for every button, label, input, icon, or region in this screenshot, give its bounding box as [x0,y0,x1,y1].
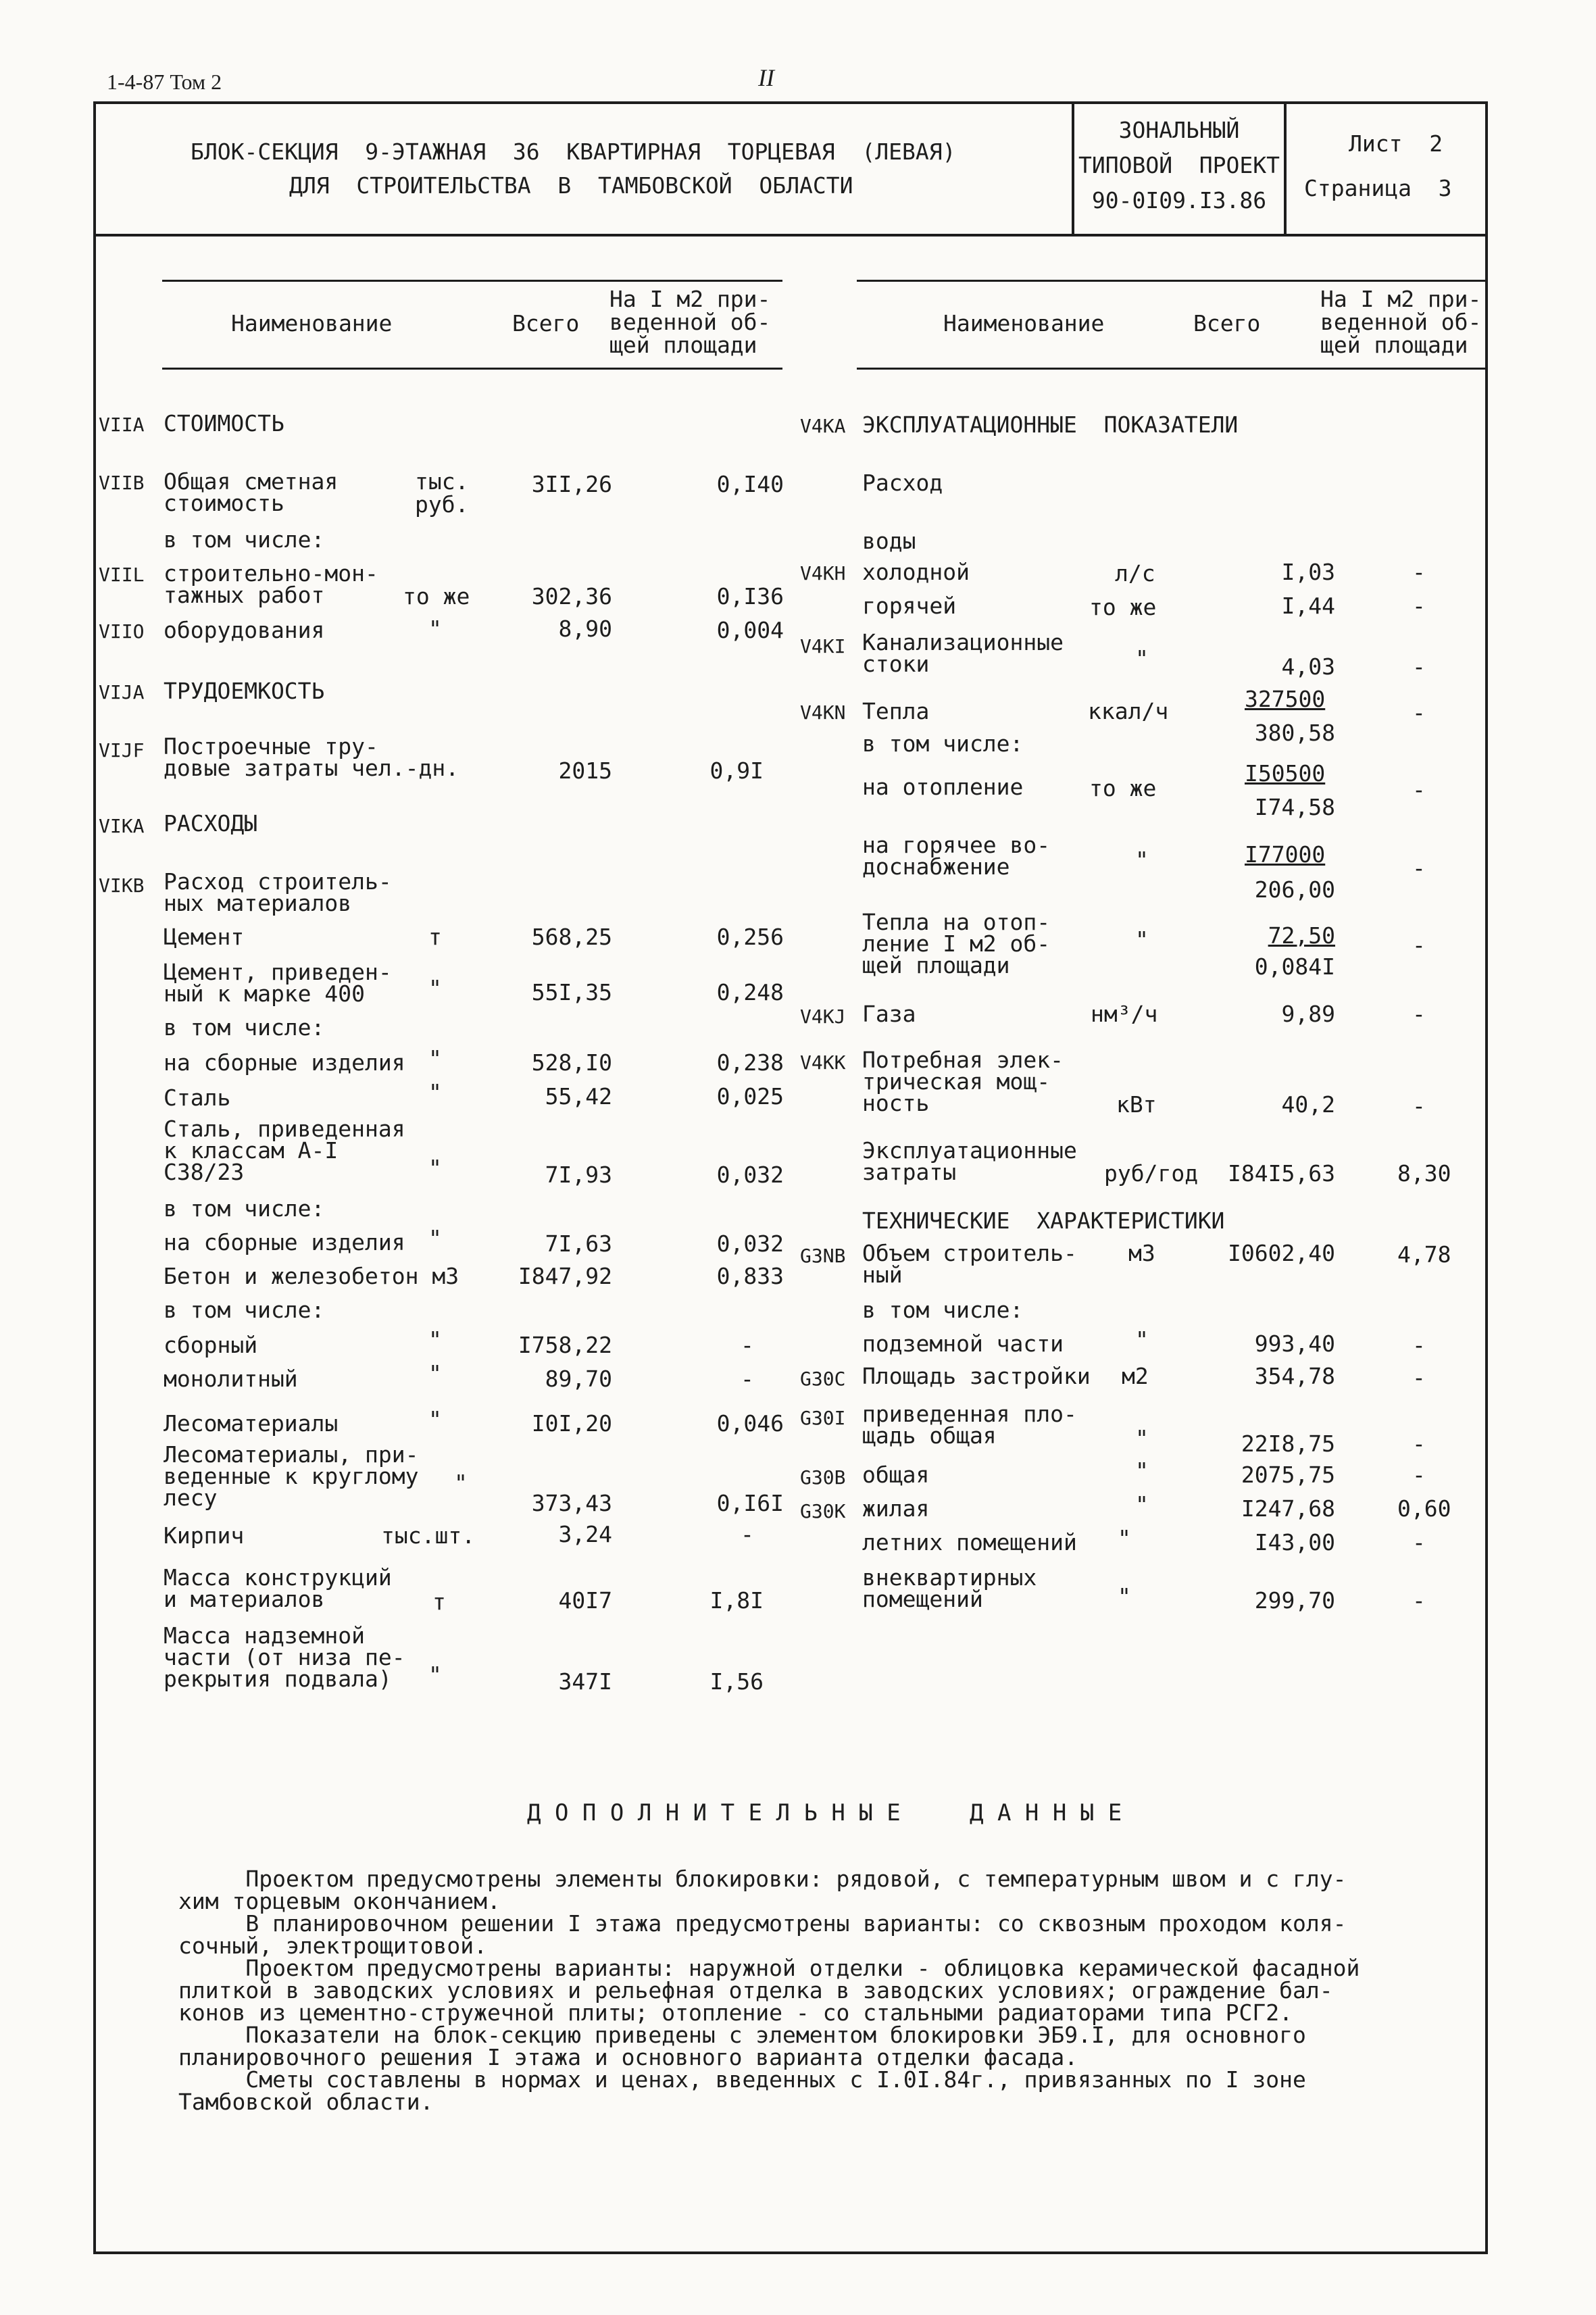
row-per-m2: 0,046 [716,1410,784,1437]
row-unit: " [1135,1425,1149,1451]
row-total: 40I7 [558,1587,612,1614]
section-title: РАСХОДЫ [164,810,258,837]
header-divider-2 [1284,101,1287,235]
row-per-m2: - [1412,1462,1426,1488]
row-per-m2: 0,I6I [716,1490,784,1516]
row-code: V4KN [800,701,846,724]
row-name: в том числе: [862,1297,1024,1323]
row-total: 22I8,75 [1241,1430,1335,1457]
additional-data-title: Д О П О Л Н И Т Е Л Ь Н Ы Е Д А Н Н Ы Е [527,1799,1122,1826]
row-total: 7I,63 [545,1230,612,1257]
row-name: Цемент, приведен- [164,959,392,985]
row-total: I,03 [1281,559,1335,585]
row-name: рекрытия подвала) [164,1666,392,1692]
row-total: 528,I0 [531,1049,612,1076]
frame-bottom [93,2251,1488,2254]
row-name: воды [862,528,916,554]
row-name: Общая сметная [164,468,339,495]
row-total: 3,24 [558,1521,612,1547]
row-unit: руб. [415,491,469,518]
row-per-m2: - [1412,1332,1426,1358]
row-name: Расход [862,470,943,496]
left-col-name: Наименование [231,310,393,337]
row-name: Расход строитель- [164,868,392,895]
row-name: Масса надземной [164,1622,366,1649]
row-name: летних помещений [862,1529,1077,1555]
project-line-1: ЗОНАЛЬНЫЙ [1118,117,1240,143]
row-total: I84I5,63 [1228,1160,1335,1187]
left-col-per-m2-1: На I м2 при- [609,286,771,312]
row-unit: тыс. [415,468,469,495]
row-total: 9,89 [1281,1001,1335,1027]
row-name: в том числе: [164,1195,325,1222]
row-per-m2: 0,256 [716,924,784,950]
row-total: 2075,75 [1241,1462,1335,1488]
row-name: Кирпич [164,1522,245,1549]
row-total: 4,03 [1281,653,1335,680]
row-total: 7I,93 [545,1162,612,1188]
row-name: доснабжение [862,853,1010,880]
row-per-m2: - [1412,699,1426,726]
row-name: Канализационные [862,629,1064,655]
row-total: I758,22 [518,1332,612,1358]
row-total-per-m2: 0,084I [1254,953,1335,980]
row-name: ный [862,1262,903,1288]
paragraph-line: плиткой в заводских условиях и рельефная отделка в заводских условиях; ограждение бал- [178,1977,1333,2003]
row-name: Тепла [862,698,930,724]
row-unit: " [1118,1525,1131,1551]
row-per-m2: 0,032 [716,1230,784,1257]
row-name: в том числе: [164,526,325,553]
left-col-per-m2-3: щей площади [609,332,757,358]
row-per-m2: - [1412,776,1426,803]
right-col-per-m2-3: щей площади [1320,332,1468,358]
row-per-m2: - [1412,1430,1426,1457]
row-per-m2: - [1412,559,1426,585]
row-total: I43,00 [1254,1529,1335,1555]
row-code: V4KK [800,1051,846,1074]
paragraph-line: конов из цементно-стружечной плиты; отопление - со стальными радиаторами типа РСГ2. [178,1999,1293,2026]
row-name: Лесоматериалы, при- [164,1441,419,1468]
row-per-m2: - [1412,932,1426,958]
row-unit: " [428,1662,442,1688]
row-code: G30C [800,1368,846,1390]
row-name: веденные к круглому [164,1463,419,1489]
row-name: на сборные изделия [164,1049,405,1076]
row-code: VIIA [99,414,145,436]
row-total: I847,92 [518,1263,612,1289]
row-total: 55I,35 [531,979,612,1005]
row-per-m2: - [1412,855,1426,881]
row-total: 302,36 [531,583,612,609]
row-unit: то же [403,583,470,609]
page-label: Страница 3 [1304,175,1452,201]
row-name: Сталь [164,1085,231,1111]
row-total: 55,42 [545,1083,612,1110]
row-name: Масса конструкций [164,1564,392,1591]
row-name: оборудования [164,617,325,643]
page-number: II [758,64,774,91]
right-col-total: Всего [1193,310,1261,337]
row-unit: т [432,1589,446,1615]
row-name: на отопление [862,774,1024,800]
row-name: горячей [862,593,957,619]
row-total: 347I [558,1668,612,1695]
row-unit: " [1118,1583,1131,1610]
row-name: приведенная пло- [862,1401,1077,1427]
row-unit: ккал/ч [1088,698,1169,724]
row-per-m2: I,8I [709,1587,764,1614]
row-unit: " [1135,1326,1149,1353]
row-unit: " [428,975,442,1001]
row-per-m2: 0,004 [716,617,784,643]
row-total: I0602,40 [1228,1240,1335,1266]
frame-left [93,101,96,2254]
row-unit: " [428,1079,442,1105]
row-total-value: I77000 [1245,841,1326,868]
left-col-total: Всего [512,310,580,337]
row-name: в том числе: [164,1297,325,1323]
row-code: VIJF [99,739,145,762]
row-total: 993,40 [1254,1330,1335,1357]
right-col-name: Наименование [943,310,1105,337]
right-col-per-m2-1: На I м2 при- [1320,286,1482,312]
row-total: 8,90 [558,616,612,642]
row-unit: м2 [1122,1363,1149,1389]
row-per-m2: 8,30 [1397,1160,1451,1187]
row-code: VIJA [99,681,145,703]
section-title: ТРУДОЕМКОСТЬ [164,678,325,704]
left-header-top-rule [162,280,782,282]
row-code: G3NB [800,1245,846,1267]
right-col-per-m2-2: веденной об- [1320,309,1482,335]
row-total: 373,43 [531,1490,612,1516]
row-name: C38/23 [164,1159,245,1185]
row-code: G30K [800,1500,846,1522]
header-bottom-line [93,234,1488,237]
row-unit: " [428,1155,442,1181]
project-line-2: ТИПОВОЙ ПРОЕКТ [1078,152,1280,178]
row-unit: тыс.шт. [381,1522,476,1549]
paragraph-line: Показатели на блок-секцию приведены с элементом блокировки ЭБ9.I, для основного [178,2022,1306,2048]
row-name: ление I м2 об- [862,930,1051,957]
row-name: щей площади [862,952,1010,978]
paragraph-line: Проектом предусмотрены варианты: наружной отделки - облицовка керамической фасадной [178,1955,1360,1981]
row-unit: " [1135,645,1149,672]
row-total: 3II,26 [531,471,612,497]
row-total: 40,2 [1281,1091,1335,1118]
row-name: Площадь застройки [862,1363,1091,1389]
row-unit: то же [1089,775,1157,801]
row-name: трическая мощ- [862,1068,1051,1095]
row-unit: " [428,616,442,642]
row-unit: руб/год [1104,1160,1199,1187]
row-name: жилая [862,1495,930,1522]
row-unit: " [454,1470,468,1496]
row-per-m2: - [1412,653,1426,680]
paragraph-line: Тамбовской области. [178,2089,434,2115]
row-code: VIIO [99,620,145,643]
row-name: стоки [862,651,930,677]
section-title: ТЕХНИЧЕСКИЕ ХАРАКТЕРИСТИКИ [862,1208,1225,1234]
row-name: монолитный [164,1366,298,1392]
row-unit: " [1135,847,1149,873]
row-per-m2: 0,9I [709,757,764,784]
title-line-1: БЛОК-СЕКЦИЯ 9-ЭТАЖНАЯ 36 КВАРТИРНАЯ ТОРЦЕВАЯ (ЛЕВАЯ) [191,139,956,165]
row-unit: " [1135,1458,1149,1484]
row-name: подземной части [862,1330,1064,1357]
paragraph-line: Сметы составлены в нормах и ценах, введенных с I.0I.84г., привязанных по I зоне [178,2066,1306,2093]
row-code: VIKA [99,815,145,837]
paragraph-line: Проектом предусмотрены элементы блокировки: рядовой, с температурным швом и с глу- [178,1866,1347,1892]
row-code: V4KJ [800,1005,846,1028]
row-name: холодной [862,559,970,585]
row-name: ность [862,1090,930,1116]
row-code: VIKB [99,874,145,897]
row-per-m2: - [1412,1093,1426,1119]
row-total: 354,78 [1254,1363,1335,1389]
row-per-m2: - [741,1521,754,1547]
row-per-m2: 4,78 [1397,1241,1451,1268]
section-title: ЭКСПЛУАТАЦИОННЫЕ ПОКАЗАТЕЛИ [862,412,1239,438]
row-name: помещений [862,1586,983,1612]
row-total-value: 72,50 [1268,922,1335,949]
row-name: Тепла на отоп- [862,909,1051,935]
row-name: Цемент [164,924,245,950]
row-unit: " [428,1045,442,1072]
row-total-per-m2: 380,58 [1254,720,1335,746]
row-name: довые затраты чел.-дн. [164,755,459,781]
row-name: ный к марке 400 [164,980,366,1007]
row-name: части (от низа пе- [164,1644,405,1670]
row-total-per-m2: 206,00 [1254,876,1335,903]
row-code: V4KI [800,635,846,657]
row-name: Сталь, приведенная [164,1116,405,1142]
row-name: тажных работ [164,582,325,608]
row-per-m2: 0,I36 [716,583,784,609]
row-per-m2: 0,833 [716,1263,784,1289]
project-line-3: 90-0I09.I3.86 [1091,187,1267,214]
row-name: внеквартирных [862,1564,1037,1591]
row-name: Лесоматериалы [164,1410,339,1437]
row-name: на сборные изделия [164,1229,405,1255]
row-unit: кВт [1116,1091,1157,1118]
row-total: 299,70 [1254,1587,1335,1614]
paragraph-line: сочный, электрощитовой. [178,1933,487,1959]
row-name: Газа [862,1001,916,1027]
row-total: 89,70 [545,1366,612,1392]
row-name: общая [862,1462,930,1488]
paragraph-line: планировочного решения I этажа и основного варианта отделки фасада. [178,2044,1078,2070]
row-code: G30B [800,1466,846,1489]
row-unit: " [1135,926,1149,953]
row-name: на горячее во- [862,832,1051,858]
row-unit: " [1135,1491,1149,1518]
row-per-m2: - [1412,1587,1426,1614]
row-per-m2: - [1412,1001,1426,1027]
row-name: Построечные тру- [164,733,378,760]
row-code: V4KA [800,415,846,437]
row-unit: " [428,1360,442,1387]
row-total: 2015 [558,757,612,784]
row-code: VIIL [99,564,145,586]
left-header-bottom-rule [162,368,782,370]
row-per-m2: 0,248 [716,979,784,1005]
paragraph-line: хим торцевым окончанием. [178,1888,501,1914]
document-reference: 1-4-87 Том 2 [107,70,222,94]
frame-right [1485,101,1488,2254]
row-code: VIIB [99,472,145,494]
left-col-per-m2-2: веденной об- [609,309,771,335]
row-name: строительно-мон- [164,560,378,587]
row-per-m2: 0,I40 [716,471,784,497]
row-name: ных материалов [164,890,352,916]
section-title: СТОИМОСТЬ [164,410,284,437]
row-unit: то же [1089,594,1157,620]
row-name: стоимость [164,490,284,516]
row-unit: т [428,924,442,950]
row-per-m2: - [1412,593,1426,619]
row-unit: " [428,1225,442,1251]
row-name: затраты [862,1159,957,1185]
row-code: V4KH [800,562,846,584]
row-code: G30I [800,1407,846,1429]
row-per-m2: - [1412,1529,1426,1555]
row-unit: " [428,1406,442,1433]
right-header-bottom-rule [857,368,1485,370]
title-line-2: ДЛЯ СТРОИТЕЛЬСТВА В ТАМБОВСКОЙ ОБЛАСТИ [289,172,853,199]
row-name: Объем строитель- [862,1240,1077,1266]
paragraph-line: В планировочном решении I этажа предусмотрены варианты: со сквозным проходом коля- [178,1910,1347,1937]
right-header-top-rule [857,280,1485,282]
row-per-m2: I,56 [709,1668,764,1695]
frame-top [93,101,1488,104]
row-unit: нм³/ч [1091,1001,1158,1027]
row-total-per-m2: I74,58 [1254,794,1335,820]
row-name: щадь общая [862,1422,997,1449]
row-name: в том числе: [862,730,1024,757]
row-name: Бетон и железобетон м3 [164,1263,459,1289]
row-total-value: 327500 [1245,686,1326,712]
row-per-m2: 0,025 [716,1083,784,1110]
row-name: лесу [164,1485,218,1511]
sheet-label: Лист 2 [1349,130,1443,157]
row-per-m2: - [741,1366,754,1392]
row-total: 568,25 [531,924,612,950]
row-per-m2: 0,238 [716,1049,784,1076]
row-per-m2: - [1412,1364,1426,1391]
row-unit: м3 [1128,1240,1155,1266]
row-name: Эксплуатационные [862,1137,1077,1164]
row-name: и материалов [164,1586,325,1612]
row-per-m2: 0,032 [716,1162,784,1188]
row-name: Потребная элек- [862,1047,1064,1073]
row-total: I,44 [1281,593,1335,619]
row-unit: " [428,1326,442,1353]
row-total-value: I50500 [1245,760,1326,787]
row-per-m2: - [741,1332,754,1358]
row-name: сборный [164,1332,258,1358]
row-per-m2: 0,60 [1397,1495,1451,1522]
row-unit: л/с [1115,560,1155,587]
row-name: к классам А-I [164,1137,339,1164]
row-name: в том числе: [164,1014,325,1041]
row-total: I0I,20 [531,1410,612,1437]
row-total: I247,68 [1241,1495,1335,1522]
